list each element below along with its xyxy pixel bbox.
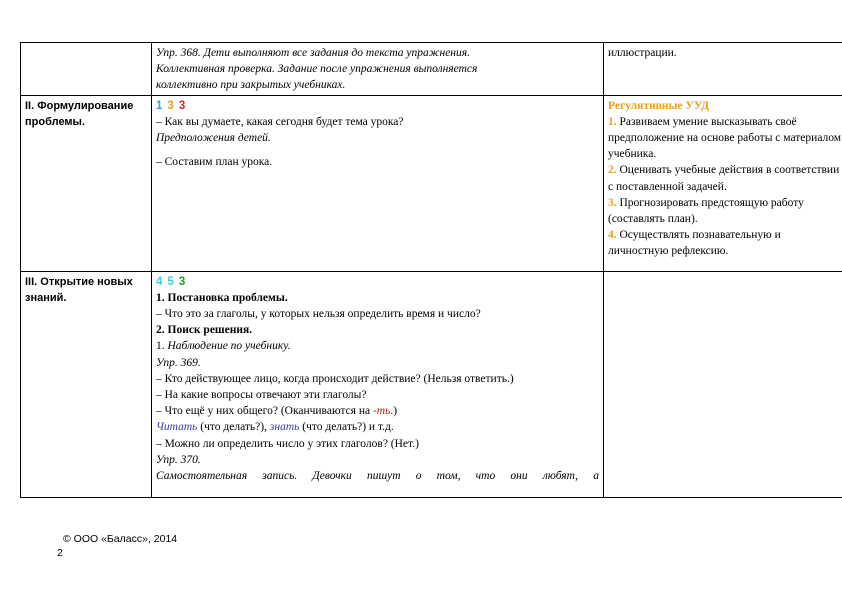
table-row [21,271,842,497]
verb-example: знать [269,421,300,434]
activity-line: Упр. 368. Дети выполняют все задания до текста упражнения. [156,47,470,59]
uud-item-number: 2. [608,164,617,177]
stage-cell [21,271,152,497]
stage-cell [21,43,152,96]
activity-line: Самостоятельная запись. Девочки пишут о том, что они любят, а [156,470,599,483]
slide-number: 1 [156,99,163,112]
stage-cell [21,95,152,271]
uud-item [608,162,842,194]
uud-item-text: Осуществлять познавательную и личностную рефлексию. [608,229,781,258]
uud-item [608,227,842,259]
uud-item [608,114,842,163]
uud-cell [604,271,842,497]
activity-line [156,419,599,435]
activity-line: Коллективная проверка. Задание после упражнения выполняется [156,63,478,76]
uud-item-number: 1. [608,115,617,128]
activity-line: Упр. 369. [156,356,201,369]
verb-example: Читать [156,421,198,434]
stage-title: III. Открытие новых знаний. [25,275,133,305]
slide-number: 3 [178,99,186,112]
section-heading: 2. Поиск решения. [156,324,253,337]
line-text: .) [390,405,398,418]
activity-cell [152,95,604,271]
line-text: (что делать?), [197,421,270,434]
slide-numbers [156,274,599,290]
uud-item-number: 3. [608,196,617,209]
line-text: – Что ещё у них общего? (Оканчиваются на [156,405,373,418]
activity-line: коллективно при закрытых учебниках. [156,79,346,92]
slide-number: 4 [156,275,163,288]
slide-number: 3 [178,275,186,288]
uud-text: иллюстрации. [608,47,677,59]
table-row [21,95,842,271]
uud-item-text: Развиваем умение высказывать своё предположение на основе работы с материалом учебника. [608,115,842,161]
spacer [156,146,599,154]
stage-title: II. Формулирование проблемы. [25,99,134,129]
uud-cell [604,95,842,271]
activity-line [156,338,599,354]
copyright-footer: © ООО «Баласс», 2014 [63,533,178,545]
activity-line: – Кто действующее лицо, когда происходит действие? (Нельзя ответить.) [156,372,514,385]
uud-item-number: 4. [608,229,617,242]
uud-cell [604,43,842,96]
item-number: 1. [156,340,168,353]
slide-numbers [156,98,599,114]
uud-item-text: Оценивать учебные действия в соответствии с поставленной задачей. [608,164,840,193]
activity-cell [152,271,604,497]
uud-item [608,195,842,227]
activity-line [156,403,599,419]
activity-line: Упр. 370. [156,453,201,466]
page-number: 2 [57,547,63,559]
question-line: – Как вы думаете, какая сегодня будет тема урока? [156,115,404,128]
note-line: Предположения детей. [156,132,271,145]
slide-number: 3 [167,99,174,112]
question-line: – Составим план урока. [156,156,273,169]
section-heading: 1. Постановка проблемы. [156,291,288,304]
activity-cell [152,43,604,96]
activity-line: – Что это за глаголы, у которых нельзя определить время и число? [156,308,481,321]
lesson-plan-table [20,42,842,498]
uud-item-text: Прогнозировать предстоящую работу (составлять план). [608,196,804,226]
item-text: Наблюдение по учебнику. [167,340,291,353]
slide-number: 5 [167,275,174,288]
activity-line: – Можно ли определить число у этих глаголов? (Нет.) [156,437,419,450]
suffix-text: -ть [372,405,391,418]
uud-title: Регулятивные УУД [608,99,710,112]
table-row [21,43,842,96]
activity-line: – На какие вопросы отвечают эти глаголы? [156,389,367,402]
line-text: (что делать?) и т.д. [299,421,394,434]
